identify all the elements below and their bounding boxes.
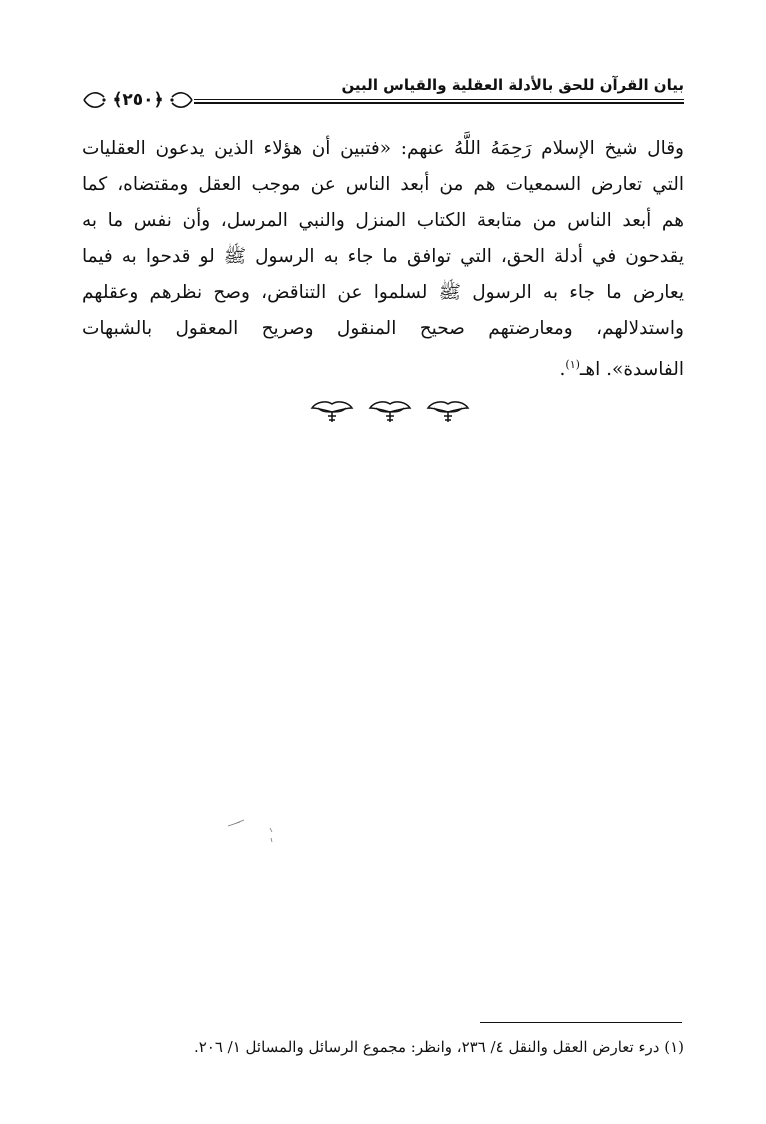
text-line-end: الفاسدة». اهـ (579, 359, 684, 381)
footnote: (١) درء تعارض العقل والنقل ٤/ ٢٣٦، وانظر: مجموع الرسائل والمسائل ١/ ٢٠٦. (193, 1038, 684, 1056)
running-title: بيان القرآن للحق بالأدلة العقلية والقياس البين (341, 76, 684, 94)
section-divider-ornaments (300, 400, 480, 430)
text-line: هم أبعد الناس من متابعة الكتاب المنزل والنبي المرسل، وأن نفس ما به (82, 210, 684, 231)
text-line: يقدحون في أدلة الحق، التي توافق ما جاء به الرسول ﷺ لو قدحوا به فيما (82, 246, 684, 267)
scan-speck-mark (226, 816, 286, 846)
floral-fleuron-icon (368, 400, 412, 426)
footnote-reference[interactable]: (١) (565, 358, 580, 371)
text-line: التي تعارض السمعيات هم من أبعد الناس عن موجب العقل ومقتضاه، كما (82, 174, 684, 195)
text-line: واستدلالهم، ومعارضتهم صحيح المنقول وصريح المعقول بالشبهات (82, 318, 684, 339)
page-number-badge (82, 87, 194, 113)
footnote-separator (480, 1022, 682, 1023)
text-line-last (82, 347, 684, 383)
page-header (82, 76, 684, 116)
page-number: ﴿٢٥٠﴾ (112, 90, 164, 110)
floral-fleuron-icon (426, 400, 470, 426)
floral-fleuron-icon (310, 400, 354, 426)
main-paragraph (82, 131, 684, 383)
closing-period: . (559, 359, 566, 381)
text-line: وقال شيخ الإسلام رَحِمَهُ اللَّهُ عنهم: «فتبين أن هؤلاء الذين يدعون العقليات (82, 138, 684, 159)
text-line: يعارض ما جاء به الرسول ﷺ لسلموا عن التناقض، وصح نظرهم وعقلهم (82, 282, 684, 303)
